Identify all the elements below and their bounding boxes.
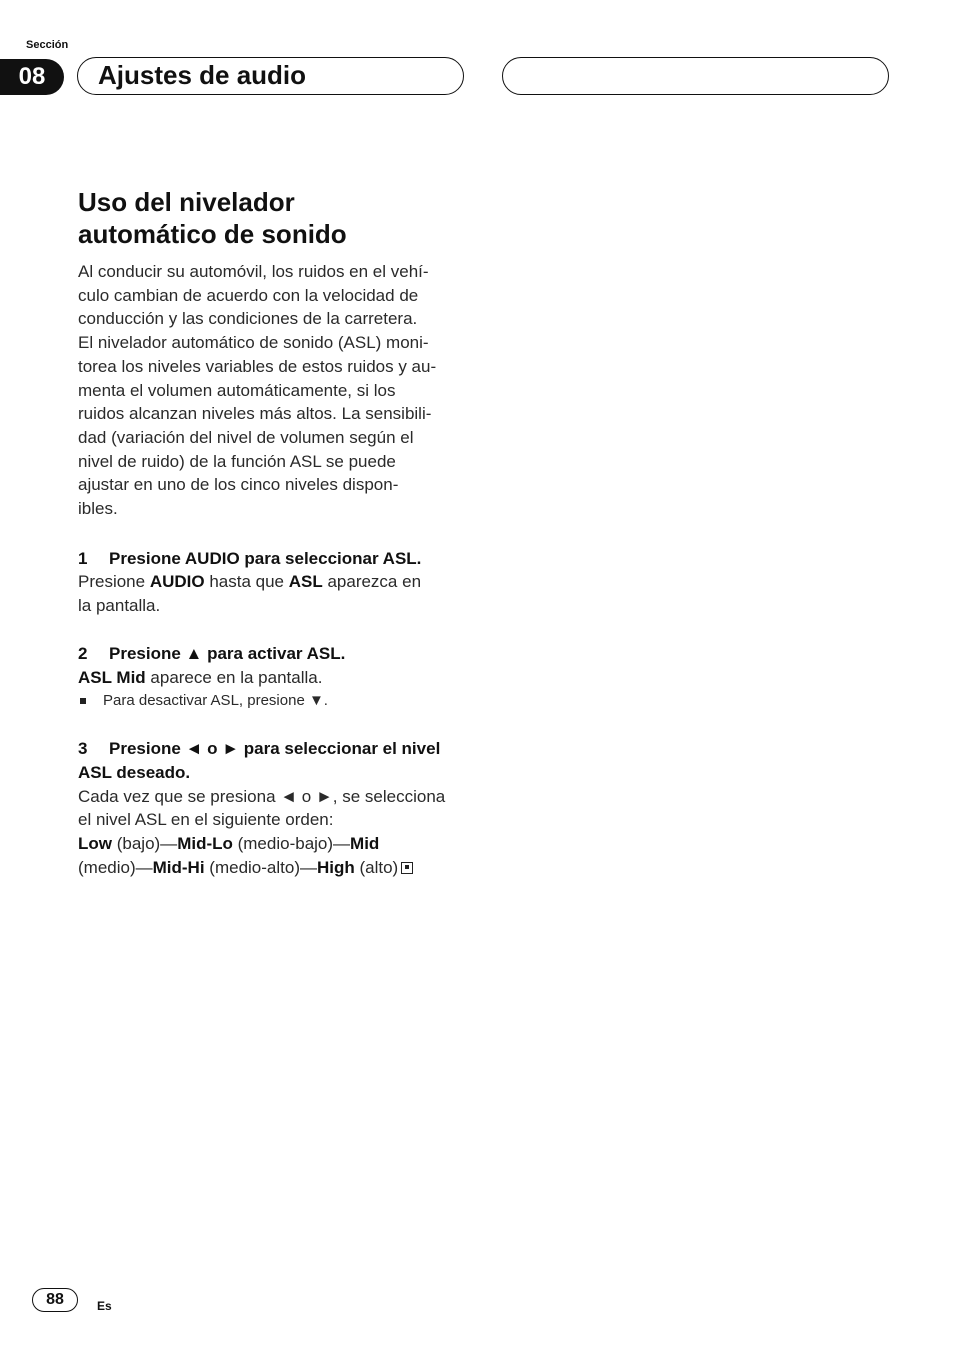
step-3-title-line-1: Presione ◄ o ► para seleccionar el nivel: [109, 739, 441, 759]
intro-line: dad (variación del nivel de volumen según el: [78, 427, 414, 447]
intro-line: El nivelador automático de sonido (ASL) moni-: [78, 333, 429, 353]
step-2: [78, 642, 466, 713]
empty-header-frame: [502, 57, 889, 95]
intro-line: torea los niveles variables de estos ruidos y au-: [78, 356, 437, 376]
note-bullet-icon: [80, 698, 86, 704]
step-3-heading: [78, 737, 466, 784]
step-1-title: Presione AUDIO para seleccionar ASL.: [109, 548, 422, 568]
level-low-desc: (bajo)—: [112, 834, 178, 854]
section-title: Ajustes de audio: [98, 60, 307, 90]
step-1-text: hasta que: [204, 572, 289, 592]
level-mid-desc: (medio)—: [78, 857, 153, 877]
intro-line: Al conducir su automóvil, los ruidos en el vehí-: [78, 262, 429, 281]
level-high: High: [316, 857, 355, 877]
section-number-badge: 08: [0, 59, 64, 95]
intro-line: ibles.: [78, 499, 118, 519]
intro-line: conducción y las condiciones de la carretera.: [78, 309, 418, 329]
heading-line-1: Uso del nivelador: [78, 187, 295, 217]
intro-line: ajustar en uno de los cinco niveles dispon-: [78, 475, 399, 495]
intro-line: culo cambian de acuerdo con la velocidad de: [78, 285, 419, 305]
step-2-note-text: Para desactivar ASL, presione ▼.: [103, 692, 328, 710]
step-3-title-line-2: ASL deseado.: [78, 762, 191, 782]
step-3-number: 3: [78, 739, 88, 759]
level-mid-hi: Mid-Hi: [152, 857, 205, 877]
step-2-heading: [78, 642, 466, 666]
step-1: [78, 547, 466, 618]
intro-paragraph: [78, 260, 466, 521]
level-mid-lo: Mid-Lo: [177, 834, 233, 854]
intro-line: menta el volumen automáticamente, si los: [78, 380, 396, 400]
step-2-body: [78, 666, 466, 690]
step-2-text: aparece en la pantalla.: [145, 667, 323, 687]
step-3: [78, 737, 466, 879]
step-1-text: aparezca en: [322, 572, 422, 592]
step-1-text: la pantalla.: [78, 596, 161, 616]
language-code: Es: [97, 1299, 112, 1313]
step-1-number: 1: [78, 548, 88, 568]
step-2-title: Presione ▲ para activar ASL.: [109, 643, 346, 663]
step-1-bold-asl: ASL: [288, 572, 323, 592]
step-3-body: [78, 785, 466, 880]
section-title-frame: [77, 57, 464, 95]
step-2-note: [78, 689, 466, 713]
level-mid-lo-desc: (medio-bajo)—: [232, 834, 351, 854]
section-label: Sección: [26, 39, 69, 51]
step-2-number: 2: [78, 643, 88, 663]
step-2-bold-asl-mid: ASL Mid: [78, 667, 146, 687]
step-1-heading: [78, 547, 466, 571]
step-1-bold-audio: AUDIO: [149, 572, 205, 592]
heading-line-2: automático de sonido: [78, 219, 347, 249]
intro-line: ruidos alcanzan niveles más altos. La sensibili-: [78, 404, 432, 424]
step-3-text: el nivel ASL en el siguiente orden:: [78, 810, 334, 830]
level-mid-hi-desc: (medio-alto)—: [204, 857, 317, 877]
step-1-body: [78, 570, 466, 617]
page-heading: [78, 186, 466, 250]
page-number: 88: [32, 1288, 78, 1312]
main-column: [78, 186, 466, 879]
intro-line: nivel de ruido) de la función ASL se puede: [78, 451, 396, 471]
level-low: Low: [78, 834, 112, 854]
end-of-section-icon: [401, 862, 413, 874]
level-mid: Mid: [350, 834, 380, 854]
level-high-desc: (alto): [354, 857, 399, 877]
step-3-text: Cada vez que se presiona ◄ o ►, se selecciona: [78, 786, 446, 806]
step-1-text: Presione: [78, 572, 150, 592]
